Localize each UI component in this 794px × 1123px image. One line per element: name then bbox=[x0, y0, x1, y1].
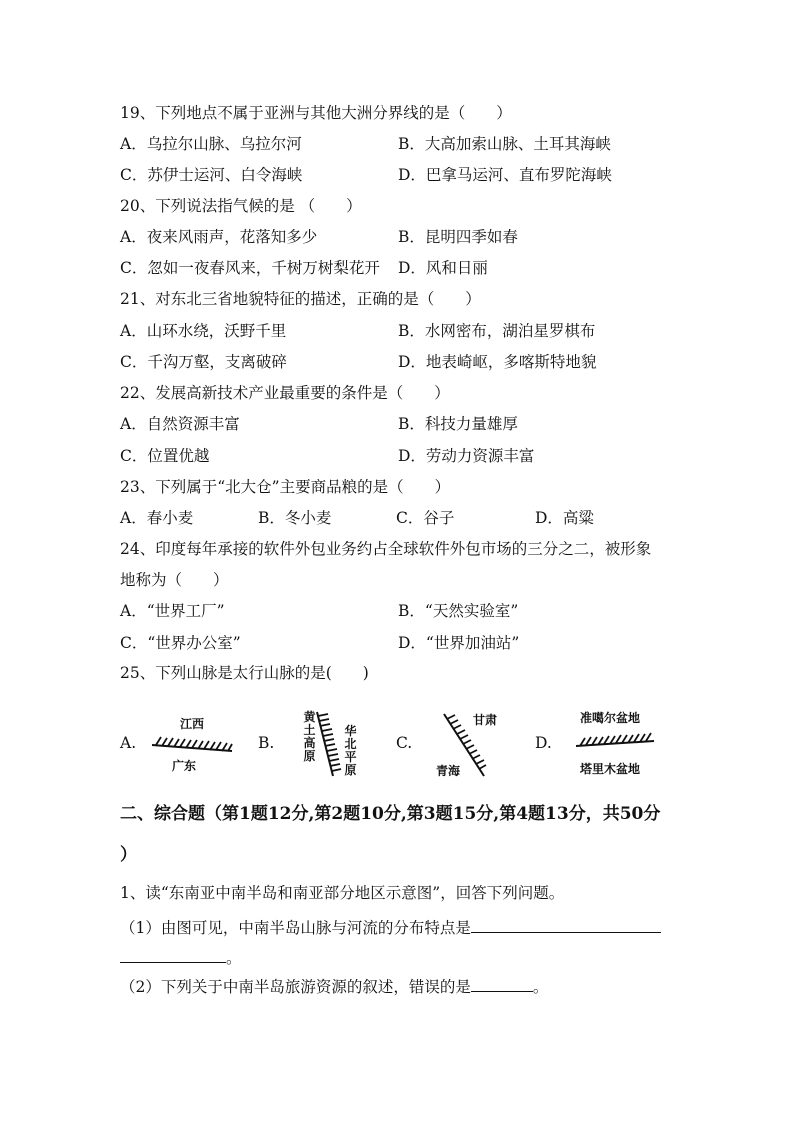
q24-option-c: C．“世界办公室” bbox=[120, 634, 241, 652]
q21-option-c: C．千沟万壑，支离破碎 bbox=[120, 353, 287, 371]
s2-q1-2-text bbox=[120, 976, 548, 997]
q21-option-a: A．山环水绕，沃野千里 bbox=[120, 322, 287, 340]
q25-b-label-loess-plateau: 黄土高原 bbox=[303, 710, 316, 763]
section2-heading-line2: ） bbox=[120, 845, 137, 865]
q20-option-d: D．风和日丽 bbox=[398, 259, 488, 277]
q22-option-b: B．科技力量雄厚 bbox=[398, 415, 518, 433]
q25-b-label-north-china-plain: 华北平原 bbox=[344, 724, 357, 777]
s2-q1-1-prompt: （1）由图可见，中南半岛山脉与河流的分布特点是 bbox=[120, 919, 471, 937]
s2-q1-1-text bbox=[120, 917, 661, 938]
q22-option-d: D．劳动力资源丰富 bbox=[398, 447, 535, 465]
q23-option-b: B．冬小麦 bbox=[258, 509, 332, 527]
q19-stem: 19、下列地点不属于亚洲与其他大洲分界线的是（ ） bbox=[120, 104, 512, 122]
q22-option-a: A．自然资源丰富 bbox=[120, 415, 240, 433]
q19-option-d: D．巴拿马运河、直布罗陀海峡 bbox=[398, 166, 612, 184]
q24-option-d: D．“世界加油站” bbox=[398, 634, 520, 652]
q25-c-label-gansu: 甘肃 bbox=[473, 713, 498, 727]
s2-q1-2-end: 。 bbox=[532, 978, 549, 996]
q21-option-b: B．水网密布，湖泊星罗棋布 bbox=[398, 322, 596, 340]
q20-option-c: C．忽如一夜春风来，千树万树梨花开 bbox=[120, 259, 380, 277]
mountain-range-icon-d bbox=[572, 728, 662, 764]
q25-d-label-tarim: 塔里木盆地 bbox=[580, 762, 641, 776]
q25-d-label-junggar: 准噶尔盆地 bbox=[580, 711, 641, 725]
q20-stem: 20、下列说法指气候的是 （ ） bbox=[120, 197, 362, 215]
q24-option-a: A．“世界工厂” bbox=[120, 602, 225, 620]
q19-option-c: C．苏伊士运河、白令海峡 bbox=[120, 166, 303, 184]
q24-stem-line2: 地称为（ ） bbox=[120, 571, 229, 589]
q21-option-d: D．地表崎岖，多喀斯特地貌 bbox=[398, 353, 597, 371]
q22-option-c: C．位置优越 bbox=[120, 447, 210, 465]
q25-option-a-letter: A. bbox=[120, 734, 137, 752]
s2-q1-1-end: 。 bbox=[226, 949, 242, 967]
q25-stem: 25、下列山脉是太行山脉的是( ) bbox=[120, 664, 369, 682]
q20-option-a: A．夜来风雨声，花落知多少 bbox=[120, 228, 318, 246]
q21-stem: 21、对东北三省地貌特征的描述，正确的是（ ） bbox=[120, 290, 481, 308]
q23-option-c: C．谷子 bbox=[396, 509, 455, 527]
q25-option-d-letter: D. bbox=[535, 734, 552, 752]
q19-option-a: A．乌拉尔山脉、乌拉尔河 bbox=[120, 135, 302, 153]
q23-stem: 23、下列属于“北大仓”主要商品粮的是（ ） bbox=[120, 478, 451, 496]
q25-c-label-qinghai: 青海 bbox=[436, 764, 461, 778]
q25-a-label-guangdong: 广东 bbox=[172, 759, 197, 773]
q23-option-a: A．春小麦 bbox=[120, 509, 194, 527]
s2-q1-2-answer-blank[interactable] bbox=[471, 976, 533, 992]
q19-option-b: B．大高加索山脉、土耳其海峡 bbox=[398, 135, 611, 153]
q22-stem: 22、发展高新技术产业最重要的条件是（ ） bbox=[120, 384, 450, 402]
s2-q1-1-answer-blank-cont[interactable] bbox=[120, 947, 226, 963]
s2-q1-1-continuation bbox=[120, 947, 242, 968]
s2-q1-stem: 1、读“东南亚中南半岛和南亚部分地区示意图”，回答下列问题。 bbox=[120, 884, 565, 902]
s2-q1-1-answer-blank[interactable] bbox=[471, 917, 661, 933]
q23-option-d: D．高粱 bbox=[535, 509, 594, 527]
q25-a-label-jiangxi: 江西 bbox=[180, 717, 205, 731]
q25-option-b-letter: B. bbox=[258, 734, 275, 752]
q24-stem-line1: 24、印度每年承接的软件外包业务约占全球软件外包市场的三分之二，被形象 bbox=[120, 540, 652, 558]
q24-option-b: B．“天然实验室” bbox=[398, 602, 519, 620]
q20-option-b: B．昆明四季如春 bbox=[398, 228, 518, 246]
s2-q1-2-prompt: （2）下列关于中南半岛旅游资源的叙述，错误的是 bbox=[120, 978, 471, 996]
section2-heading-line1: 二、综合题（第1题12分,第2题10分,第3题15分,第4题13分，共50分 bbox=[120, 804, 661, 824]
q25-option-c-letter: C. bbox=[396, 734, 413, 752]
